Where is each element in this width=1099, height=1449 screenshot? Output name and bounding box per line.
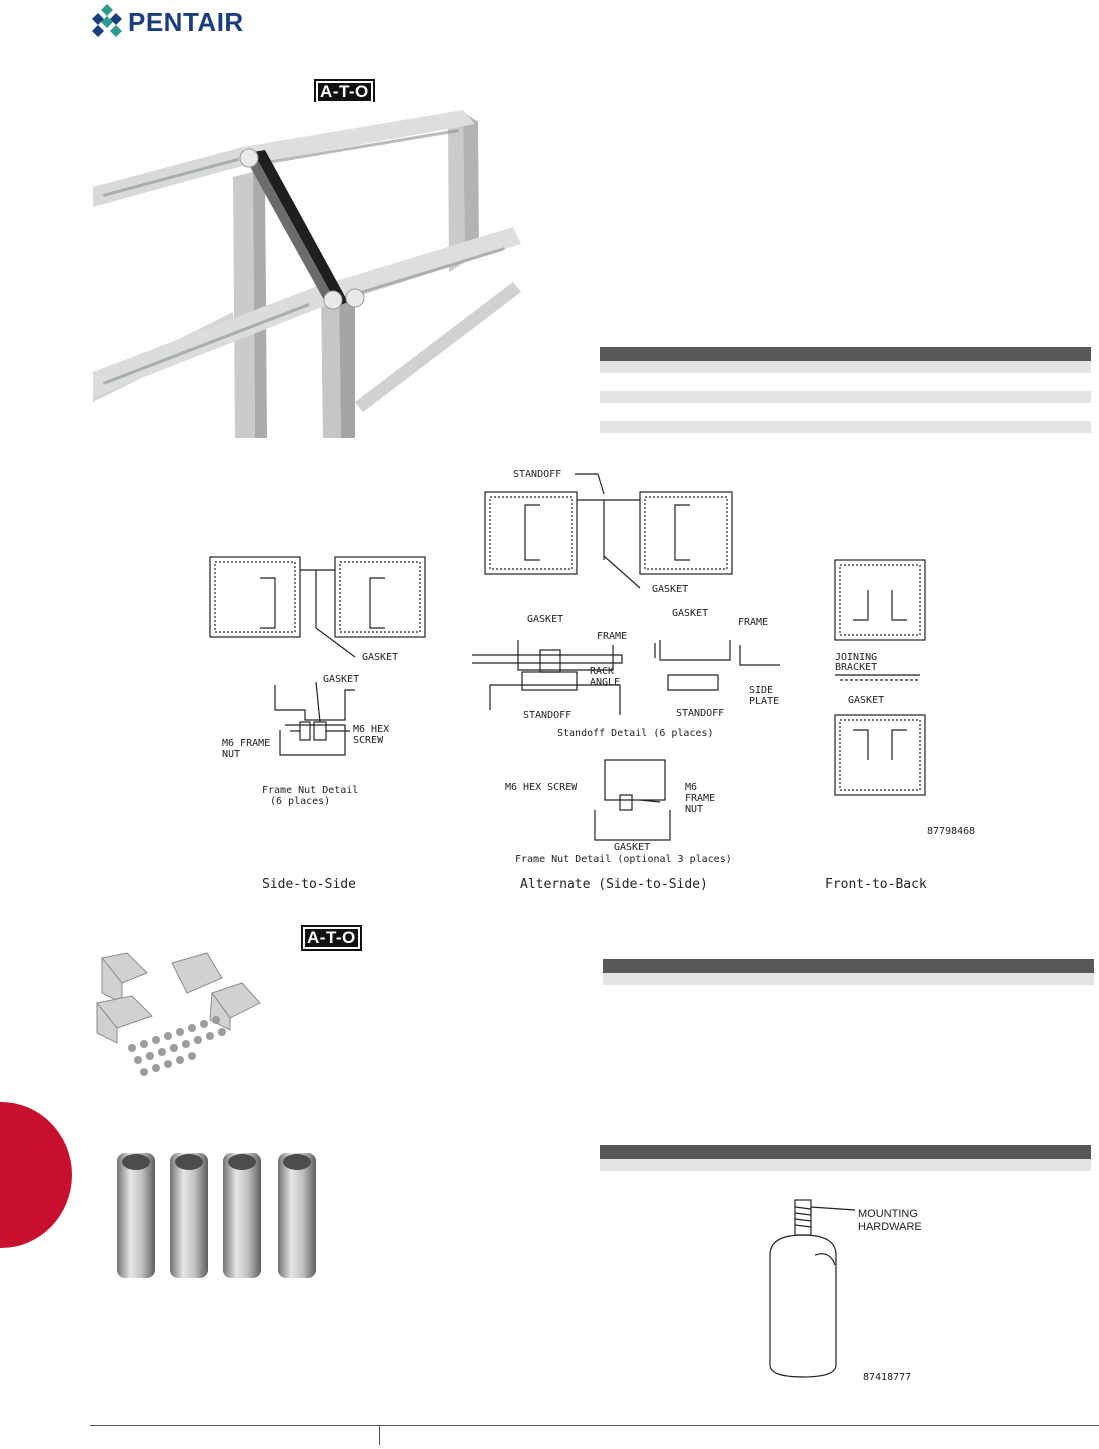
table-row: [600, 403, 1091, 415]
label-six-places: (6 places): [270, 796, 331, 807]
label-standoff-detail: Standoff Detail (6 places): [557, 728, 714, 739]
caption-front-to-back: Front-to-Back: [825, 877, 927, 892]
caption-side-to-side: Side-to-Side: [262, 877, 356, 892]
label-m6-hex-screw-1: M6 HEX: [353, 724, 390, 735]
label-standoff-l: STANDOFF: [523, 710, 572, 721]
table-header: [600, 1145, 1091, 1159]
label-angle: ANGLE: [590, 677, 621, 688]
table-header: [603, 959, 1094, 973]
brackets-photo: [92, 948, 282, 1083]
label-gasket-nut: GASKET: [323, 674, 360, 685]
spec-table-1: [600, 347, 1091, 433]
label-side: SIDE: [749, 685, 774, 696]
brand-name: PENTAIR: [128, 6, 244, 37]
ato-badge-top: A-T-O: [314, 79, 375, 105]
label-gasket-standoff-r: GASKET: [672, 608, 709, 619]
table-row: [600, 373, 1091, 385]
section-tab: [0, 1102, 72, 1248]
label-frame-l: FRAME: [597, 631, 628, 642]
spec-table-2: [603, 959, 1094, 985]
label-gasket-ftb: GASKET: [848, 695, 885, 706]
table-row: [603, 973, 1094, 985]
label-m6-frame-nut-2: NUT: [222, 749, 241, 760]
pentair-mark-icon: [92, 4, 122, 40]
footer-divider: [379, 1425, 380, 1445]
footer-rule: [90, 1425, 1099, 1426]
label-frame-r: FRAME: [738, 617, 769, 628]
label-hardware: HARDWARE: [858, 1221, 922, 1233]
label-standoff: STANDOFF: [513, 469, 562, 480]
label-m6-hex-screw-2: SCREW: [353, 735, 384, 746]
label-m6: M6: [685, 782, 698, 793]
standoff-drawing: [760, 1195, 960, 1385]
part-number-1: 87798468: [927, 826, 976, 837]
part-number-2: 87418777: [863, 1372, 912, 1383]
table-row: [600, 421, 1091, 433]
label-joining: JOINING: [835, 652, 878, 663]
label-m6-hex-screw-full: M6 HEX SCREW: [505, 782, 578, 793]
label-gasket-optional: GASKET: [614, 842, 651, 853]
spec-table-3: [600, 1145, 1091, 1171]
label-gasket-side: GASKET: [362, 652, 399, 663]
ato-badge-middle: A-T-O: [301, 925, 362, 951]
label-plate: PLATE: [749, 696, 780, 707]
label-frame-nut-detail: Frame Nut Detail: [262, 785, 359, 796]
table-header: [600, 347, 1091, 361]
label-mounting: MOUNTING: [858, 1208, 918, 1220]
caption-alternate: Alternate (Side-to-Side): [520, 877, 708, 892]
joining-diagram: [0, 460, 1099, 900]
label-m6-frame-nut-1: M6 FRAME: [222, 738, 271, 749]
table-row: [600, 361, 1091, 373]
label-gasket-standoff-l: GASKET: [527, 614, 564, 625]
label-frame-2: FRAME: [685, 793, 716, 804]
label-frame-nut-optional: Frame Nut Detail (optional 3 places): [515, 854, 732, 865]
table-row: [600, 1159, 1091, 1171]
label-nut: NUT: [685, 804, 704, 815]
frame-joining-photo: [93, 102, 521, 438]
label-gasket-top: GASKET: [652, 584, 689, 595]
label-bracket: BRACKET: [835, 662, 878, 673]
label-rack: RACK: [590, 666, 615, 677]
standoffs-photo: [112, 1148, 327, 1283]
label-standoff-r: STANDOFF: [676, 708, 725, 719]
table-row: [600, 391, 1091, 403]
pentair-logo: [92, 4, 244, 40]
